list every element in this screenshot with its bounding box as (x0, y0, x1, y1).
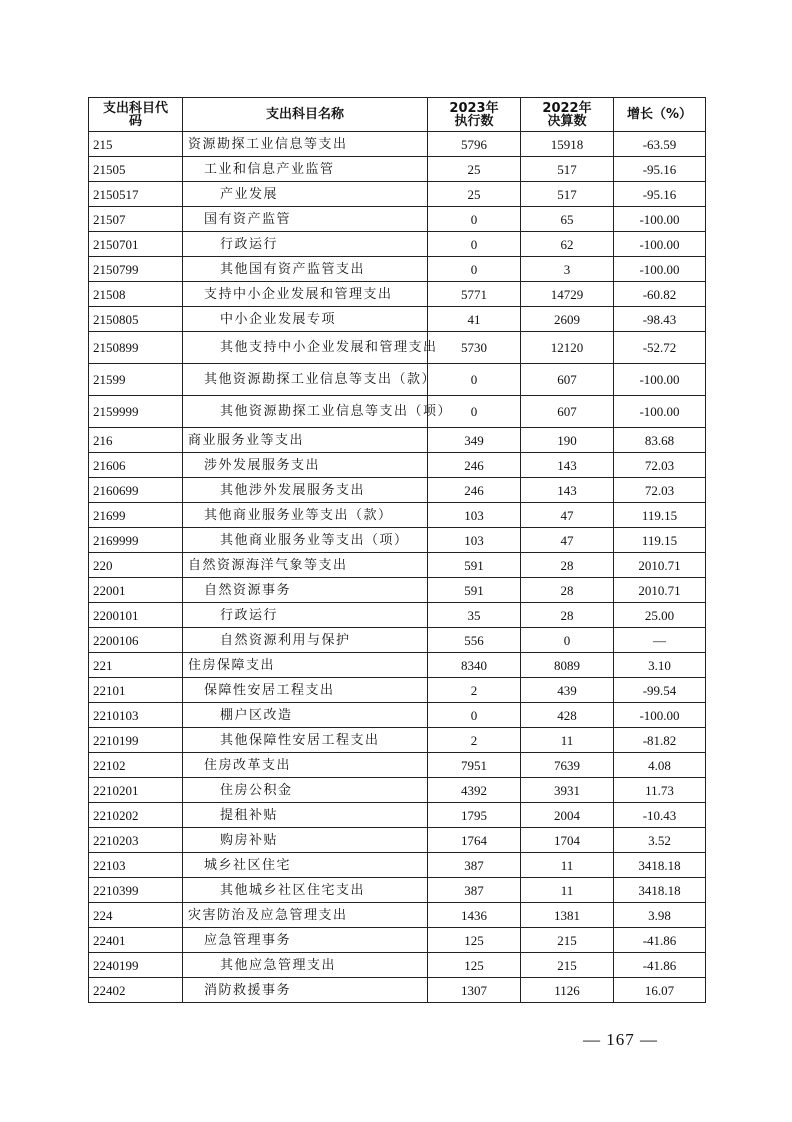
cell-growth: -63.59 (614, 132, 706, 157)
cell-name: 其他应急管理支出 (183, 953, 428, 978)
cell-code: 2150899 (89, 332, 183, 364)
cell-final-2022: 143 (521, 478, 614, 503)
cell-code: 2150517 (89, 182, 183, 207)
table-row (89, 603, 706, 628)
cell-growth: -100.00 (614, 207, 706, 232)
header-growth: 增长（%） (614, 98, 706, 132)
cell-final-2022: 517 (521, 182, 614, 207)
cell-name: 住房公积金 (183, 778, 428, 803)
table-row (89, 207, 706, 232)
table-row (89, 182, 706, 207)
cell-code: 2210201 (89, 778, 183, 803)
cell-name: 商业服务业等支出 (183, 428, 428, 453)
table-row (89, 528, 706, 553)
cell-final-2022: 190 (521, 428, 614, 453)
table-row (89, 653, 706, 678)
header-code: 支出科目代码 (89, 98, 183, 132)
cell-exec-2023: 387 (428, 878, 521, 903)
cell-name: 行政运行 (183, 603, 428, 628)
cell-final-2022: 215 (521, 928, 614, 953)
header-final-2022: 2022年决算数 (521, 98, 614, 132)
cell-final-2022: 607 (521, 396, 614, 428)
table-row (89, 678, 706, 703)
table-row (89, 878, 706, 903)
cell-code: 2150805 (89, 307, 183, 332)
cell-code: 2160699 (89, 478, 183, 503)
cell-final-2022: 215 (521, 953, 614, 978)
cell-exec-2023: 5771 (428, 282, 521, 307)
cell-final-2022: 7639 (521, 753, 614, 778)
table-row (89, 903, 706, 928)
cell-name: 涉外发展服务支出 (183, 453, 428, 478)
cell-exec-2023: 387 (428, 853, 521, 878)
cell-exec-2023: 1795 (428, 803, 521, 828)
table-row (89, 778, 706, 803)
cell-name: 住房改革支出 (183, 753, 428, 778)
cell-growth: 72.03 (614, 453, 706, 478)
cell-code: 21606 (89, 453, 183, 478)
cell-final-2022: 47 (521, 528, 614, 553)
table-row (89, 232, 706, 257)
cell-growth: 3.10 (614, 653, 706, 678)
cell-exec-2023: 35 (428, 603, 521, 628)
cell-code: 21505 (89, 157, 183, 182)
cell-code: 2150701 (89, 232, 183, 257)
cell-name: 工业和信息产业监管 (183, 157, 428, 182)
cell-name: 产业发展 (183, 182, 428, 207)
cell-final-2022: 439 (521, 678, 614, 703)
cell-code: 21699 (89, 503, 183, 528)
table-row (89, 578, 706, 603)
cell-exec-2023: 0 (428, 396, 521, 428)
cell-final-2022: 11 (521, 728, 614, 753)
table-row (89, 828, 706, 853)
cell-code: 216 (89, 428, 183, 453)
cell-growth: 16.07 (614, 978, 706, 1003)
cell-final-2022: 2004 (521, 803, 614, 828)
cell-name: 其他资源勘探工业信息等支出（项） (183, 396, 428, 428)
cell-name: 提租补贴 (183, 803, 428, 828)
cell-final-2022: 3 (521, 257, 614, 282)
cell-name: 应急管理事务 (183, 928, 428, 953)
cell-code: 2200101 (89, 603, 183, 628)
cell-name: 国有资产监管 (183, 207, 428, 232)
cell-name: 城乡社区住宅 (183, 853, 428, 878)
cell-exec-2023: 103 (428, 528, 521, 553)
cell-final-2022: 0 (521, 628, 614, 653)
cell-code: 2210103 (89, 703, 183, 728)
cell-name: 自然资源事务 (183, 578, 428, 603)
cell-code: 22102 (89, 753, 183, 778)
cell-code: 22001 (89, 578, 183, 603)
cell-final-2022: 3931 (521, 778, 614, 803)
cell-exec-2023: 591 (428, 553, 521, 578)
cell-final-2022: 65 (521, 207, 614, 232)
cell-growth: -95.16 (614, 157, 706, 182)
cell-exec-2023: 1307 (428, 978, 521, 1003)
table-row (89, 307, 706, 332)
cell-name: 其他支持中小企业发展和管理支出 (183, 332, 428, 364)
table-row (89, 953, 706, 978)
cell-name: 其他商业服务业等支出（款） (183, 503, 428, 528)
cell-name: 保障性安居工程支出 (183, 678, 428, 703)
cell-final-2022: 15918 (521, 132, 614, 157)
cell-exec-2023: 25 (428, 182, 521, 207)
header-exec-2023: 2023年执行数 (428, 98, 521, 132)
cell-exec-2023: 349 (428, 428, 521, 453)
cell-exec-2023: 7951 (428, 753, 521, 778)
cell-code: 224 (89, 903, 183, 928)
cell-growth: 3418.18 (614, 878, 706, 903)
cell-exec-2023: 556 (428, 628, 521, 653)
cell-growth: -52.72 (614, 332, 706, 364)
cell-name: 行政运行 (183, 232, 428, 257)
cell-exec-2023: 0 (428, 232, 521, 257)
table-row (89, 332, 706, 364)
cell-code: 2210202 (89, 803, 183, 828)
cell-exec-2023: 125 (428, 953, 521, 978)
cell-exec-2023: 2 (428, 678, 521, 703)
table-row (89, 282, 706, 307)
budget-table (88, 97, 706, 1003)
cell-exec-2023: 246 (428, 478, 521, 503)
cell-code: 2200106 (89, 628, 183, 653)
cell-growth: — (614, 628, 706, 653)
cell-growth: 2010.71 (614, 553, 706, 578)
cell-final-2022: 14729 (521, 282, 614, 307)
cell-final-2022: 11 (521, 853, 614, 878)
cell-growth: -41.86 (614, 953, 706, 978)
table-row (89, 978, 706, 1003)
cell-code: 2240199 (89, 953, 183, 978)
cell-growth: -81.82 (614, 728, 706, 753)
cell-exec-2023: 2 (428, 728, 521, 753)
cell-exec-2023: 0 (428, 257, 521, 282)
cell-code: 22401 (89, 928, 183, 953)
cell-growth: -98.43 (614, 307, 706, 332)
table-row (89, 503, 706, 528)
cell-code: 2210399 (89, 878, 183, 903)
cell-exec-2023: 103 (428, 503, 521, 528)
cell-growth: -100.00 (614, 232, 706, 257)
cell-growth: 4.08 (614, 753, 706, 778)
cell-name: 其他国有资产监管支出 (183, 257, 428, 282)
cell-exec-2023: 8340 (428, 653, 521, 678)
cell-final-2022: 8089 (521, 653, 614, 678)
cell-growth: 72.03 (614, 478, 706, 503)
cell-final-2022: 28 (521, 603, 614, 628)
cell-name: 棚户区改造 (183, 703, 428, 728)
cell-name: 支持中小企业发展和管理支出 (183, 282, 428, 307)
cell-exec-2023: 41 (428, 307, 521, 332)
cell-exec-2023: 1764 (428, 828, 521, 853)
cell-exec-2023: 125 (428, 928, 521, 953)
cell-final-2022: 47 (521, 503, 614, 528)
table-row (89, 853, 706, 878)
table-body (89, 132, 706, 1003)
cell-name: 自然资源海洋气象等支出 (183, 553, 428, 578)
table-row (89, 157, 706, 182)
cell-final-2022: 28 (521, 578, 614, 603)
table-row (89, 628, 706, 653)
cell-growth: -100.00 (614, 364, 706, 396)
cell-growth: -100.00 (614, 396, 706, 428)
cell-code: 21507 (89, 207, 183, 232)
cell-growth: 11.73 (614, 778, 706, 803)
table-row (89, 453, 706, 478)
cell-growth: 3418.18 (614, 853, 706, 878)
cell-final-2022: 517 (521, 157, 614, 182)
table-header (89, 98, 706, 132)
cell-exec-2023: 0 (428, 703, 521, 728)
table-row (89, 753, 706, 778)
cell-name: 购房补贴 (183, 828, 428, 853)
cell-code: 221 (89, 653, 183, 678)
table-row (89, 728, 706, 753)
table-row (89, 428, 706, 453)
cell-growth: -60.82 (614, 282, 706, 307)
cell-exec-2023: 4392 (428, 778, 521, 803)
cell-code: 2150799 (89, 257, 183, 282)
cell-growth: -100.00 (614, 257, 706, 282)
cell-final-2022: 1704 (521, 828, 614, 853)
cell-exec-2023: 1436 (428, 903, 521, 928)
cell-code: 2159999 (89, 396, 183, 428)
cell-growth: -95.16 (614, 182, 706, 207)
cell-code: 22103 (89, 853, 183, 878)
table-row (89, 257, 706, 282)
cell-growth: -10.43 (614, 803, 706, 828)
table-row (89, 396, 706, 428)
table-row (89, 364, 706, 396)
cell-code: 215 (89, 132, 183, 157)
cell-final-2022: 607 (521, 364, 614, 396)
cell-code: 2210199 (89, 728, 183, 753)
table-row (89, 703, 706, 728)
cell-growth: -99.54 (614, 678, 706, 703)
cell-growth: 3.98 (614, 903, 706, 928)
cell-growth: 3.52 (614, 828, 706, 853)
cell-growth: 83.68 (614, 428, 706, 453)
cell-final-2022: 2609 (521, 307, 614, 332)
table-row (89, 553, 706, 578)
cell-name: 其他城乡社区住宅支出 (183, 878, 428, 903)
cell-final-2022: 62 (521, 232, 614, 257)
cell-code: 220 (89, 553, 183, 578)
cell-exec-2023: 0 (428, 364, 521, 396)
cell-final-2022: 1381 (521, 903, 614, 928)
cell-exec-2023: 0 (428, 207, 521, 232)
table-row (89, 928, 706, 953)
cell-name: 其他商业服务业等支出（项） (183, 528, 428, 553)
cell-code: 2210203 (89, 828, 183, 853)
cell-name: 资源勘探工业信息等支出 (183, 132, 428, 157)
cell-growth: 25.00 (614, 603, 706, 628)
cell-name: 消防救援事务 (183, 978, 428, 1003)
cell-final-2022: 1126 (521, 978, 614, 1003)
cell-exec-2023: 246 (428, 453, 521, 478)
cell-exec-2023: 591 (428, 578, 521, 603)
page-number: — 167 — (583, 1030, 658, 1049)
cell-growth: -100.00 (614, 703, 706, 728)
cell-name: 其他资源勘探工业信息等支出（款） (183, 364, 428, 396)
cell-code: 21508 (89, 282, 183, 307)
cell-name: 其他保障性安居工程支出 (183, 728, 428, 753)
header-name: 支出科目名称 (183, 98, 428, 132)
cell-code: 2169999 (89, 528, 183, 553)
table-row (89, 132, 706, 157)
cell-growth: 119.15 (614, 528, 706, 553)
cell-final-2022: 143 (521, 453, 614, 478)
header-row (89, 98, 706, 132)
cell-exec-2023: 5796 (428, 132, 521, 157)
cell-name: 中小企业发展专项 (183, 307, 428, 332)
cell-growth: 2010.71 (614, 578, 706, 603)
cell-growth: 119.15 (614, 503, 706, 528)
cell-code: 21599 (89, 364, 183, 396)
cell-final-2022: 428 (521, 703, 614, 728)
cell-name: 其他涉外发展服务支出 (183, 478, 428, 503)
cell-final-2022: 11 (521, 878, 614, 903)
cell-final-2022: 12120 (521, 332, 614, 364)
cell-exec-2023: 25 (428, 157, 521, 182)
table-row (89, 478, 706, 503)
cell-name: 住房保障支出 (183, 653, 428, 678)
cell-code: 22402 (89, 978, 183, 1003)
cell-growth: -41.86 (614, 928, 706, 953)
cell-name: 灾害防治及应急管理支出 (183, 903, 428, 928)
cell-code: 22101 (89, 678, 183, 703)
cell-name: 自然资源利用与保护 (183, 628, 428, 653)
cell-final-2022: 28 (521, 553, 614, 578)
table-row (89, 803, 706, 828)
cell-exec-2023: 5730 (428, 332, 521, 364)
